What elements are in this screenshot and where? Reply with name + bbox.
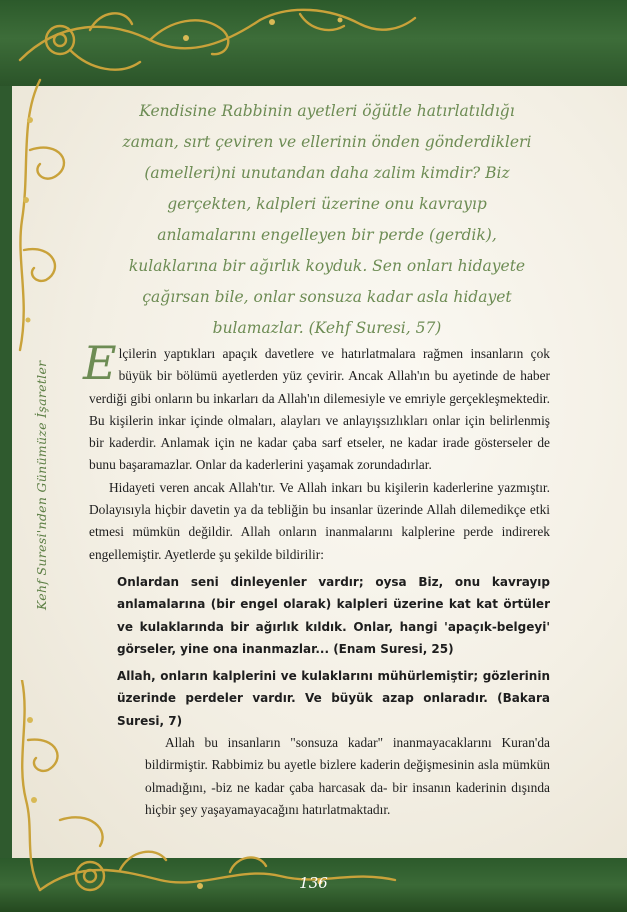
verse-bakara-7: Allah, onların kalplerini ve kulaklarını mühürlemiştir; gözlerinin üzerinde perdeler vardır. Ve büyük azap onlaradır. (Bakara Suresi, 7) xyxy=(117,669,550,728)
paragraph-2: Hidayeti veren ancak Allah'tır. Ve Allah inkarı bu kişilerin kaderlerine yazmıştır. Dolayısıyla hiçbir davetin ya da tebliğin bu insanlar üzerinde Allah dilemedikçe etki etmesi mümkün değildir. Allah onların inanmalarını kalplerine perde indirerek engellemiştir. Ayetlerde şu şekilde bildirilir: xyxy=(89,479,550,562)
verse-enam-25: Onlardan seni dinleyenler vardır; oysa Biz, onu kavrayıp anlamalarına (bir engel olarak) kalpleri üzerine kat kat örtüler ve kulaklarında bir ağırlık kıldık. Onlar, hangi 'apaçık-belgeyi' görseler, yine ona inanmazlar... (Enam Suresi, 25) xyxy=(117,574,550,656)
page-number: 136 xyxy=(299,874,328,892)
running-title: Kehf Suresi'nden Günümüze İşaretler xyxy=(34,360,49,610)
paragraph-1-text: lçilerin yaptıkları apaçık davetlere ve hatırlatmalara rağmen insanların çok büyük bir bölümü ayetlerden yüz çevirir. Ancak Allah'ın bu ayetinde de haber verdiği gibi onların bu inkarları da Allah'ın dilemesiyle ve emriyle gerçekleşmektedir. Bu kişilerin inkar içinde olmaları, alayları ve anlayışsızlıkları onlar için belirlenmiş bir kaderdir. Anlamak için ne kadar çaba sarf etseler, ne kadar irade gösterseler de bunu başaramazlar. Onlar da kaderlerini yaşamak zorundadırlar. xyxy=(89,346,550,473)
opening-quote: Kendisine Rabbinin ayetleri öğütle hatırlatıldığı zaman, sırt çeviren ve ellerinin önden gönderdikleri (amelleri)ni unutandan daha zalim kimdir? Biz gerçekten, kalpleri üzerine onu kavrayıp anlamalarını engelleyen bir perde (gerdik), kulaklarına bir ağırlık koyduk. Sen onları hidayete çağırsan bile, onlar sonsuza kadar asla hidayet bulamazlar. (Kehf Suresi, 57) xyxy=(122,102,532,337)
paragraph-3: Allah bu insanların "sonsuza kadar" inanmayacaklarını Kuran'da bildirmiştir. Rabbimiz bu ayetle bizlere kaderin değişmesinin asla mümkün olmadığını, -biz ne kadar çaba harcasak da- bir insanın kaderinin dışında hiçbir şey yaşayamayacağını hatırlatmaktadır. xyxy=(145,735,550,817)
drop-cap: E xyxy=(83,336,117,390)
paragraph-1 xyxy=(83,336,550,477)
body-text xyxy=(83,336,550,821)
